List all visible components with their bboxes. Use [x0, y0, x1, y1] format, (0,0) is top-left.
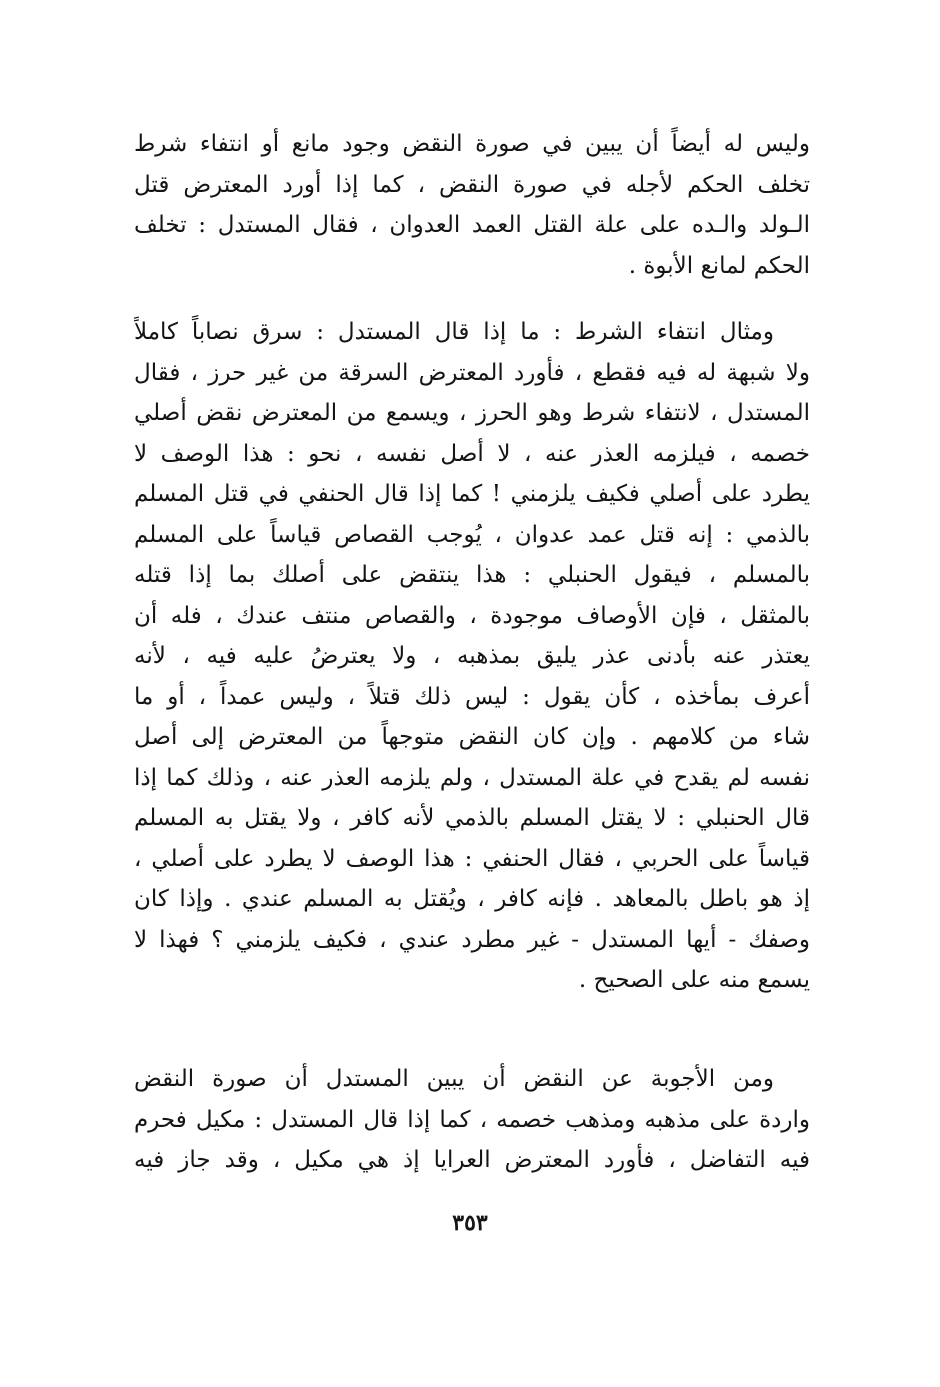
text-line: ومن الأجوبة عن النقض أن يبين المستدل أن صورة النقض — [134, 1066, 774, 1092]
paragraph-2 — [134, 312, 810, 1001]
text-line: الحكم لمانع الأبوة . — [628, 252, 810, 279]
page-number: ٣٥٣ — [452, 1210, 488, 1236]
text-line: يسمع منه على الصحيح . — [578, 967, 810, 993]
text-line: بالذمي : إنه قتل عمد عدوان ، يُوجب القصاص قياساً على المسلم — [134, 521, 810, 548]
text-line: بالمسلم ، فيقول الحنبلي : هذا ينتقض على أصلك بما إذا قتله — [134, 562, 810, 588]
text-line: وصفك - أيها المستدل - غير مطرد عندي ، فكيف يلزمني ؟ فهذا لا — [134, 926, 810, 953]
text-line: ومثال انتفاء الشرط : ما إذا قال المستدل : سرق نصاباً كاملاً — [134, 319, 774, 345]
paragraph-3 — [134, 1059, 810, 1181]
text-line: ولا شبهة له فيه فقطع ، فأورد المعترض السرقة من غير حرز ، فقال — [134, 359, 810, 386]
text-line: الـولد والـده على علة القتل العمد العدوان ، فقال المستدل : تخلف — [134, 212, 810, 238]
text-line: نفسه لم يقدح في علة المستدل ، ولم يلزمه العذر عنه ، وذلك كما إذا — [134, 764, 810, 791]
text-line: واردة على مذهبه ومذهب خصمه ، كما إذا قال المستدل : مكيل فحرم — [134, 1106, 810, 1133]
text-line: وليس له أيضاً أن يبين في صورة النقض وجود مانع أو انتفاء شرط — [134, 131, 810, 157]
text-line: خصمه ، فيلزمه العذر عنه ، لا أصل نفسه ، نحو : هذا الوصف لا — [134, 440, 810, 467]
text-line: يطرد على أصلي فكيف يلزمني ! كما إذا قال الحنفي في قتل المسلم — [134, 481, 810, 507]
paragraph-1 — [134, 124, 810, 286]
text-line: إذ هو باطل بالمعاهد . فإنه كافر ، ويُقتل به المسلم عندي . وإذا كان — [134, 886, 810, 912]
text-line: أعرف بمأخذه ، كأن يقول : ليس ذلك قتلاً ، وليس عمداً ، أو ما — [134, 683, 810, 710]
text-line: فيه التفاضل ، فأورد المعترض العرايا إذ هي مكيل ، وقد جاز فيه — [134, 1147, 810, 1173]
text-line: تخلف الحكم لأجله في صورة النقض ، كما إذا أورد المعترض قتل — [134, 171, 810, 198]
text-line: قال الحنبلي : لا يقتل المسلم بالذمي لأنه كافر ، ولا يقتل به المسلم — [134, 805, 810, 831]
text-line: بالمثقل ، فإن الأوصاف موجودة ، والقصاص منتف عندك ، فله أن — [134, 602, 810, 629]
text-line: المستدل ، لانتفاء شرط وهو الحرز ، ويسمع من المعترض نقض أصلي — [134, 400, 810, 426]
text-line: قياساً على الحربي ، فقال الحنفي : هذا الوصف لا يطرد على أصلي ، — [134, 845, 810, 872]
text-line: يعتذر عنه بأدنى عذر يليق بمذهبه ، ولا يعترضُ عليه فيه ، لأنه — [134, 643, 810, 669]
text-line: شاء من كلامهم . وإن كان النقض متوجهاً من المعترض إلى أصل — [134, 724, 810, 750]
